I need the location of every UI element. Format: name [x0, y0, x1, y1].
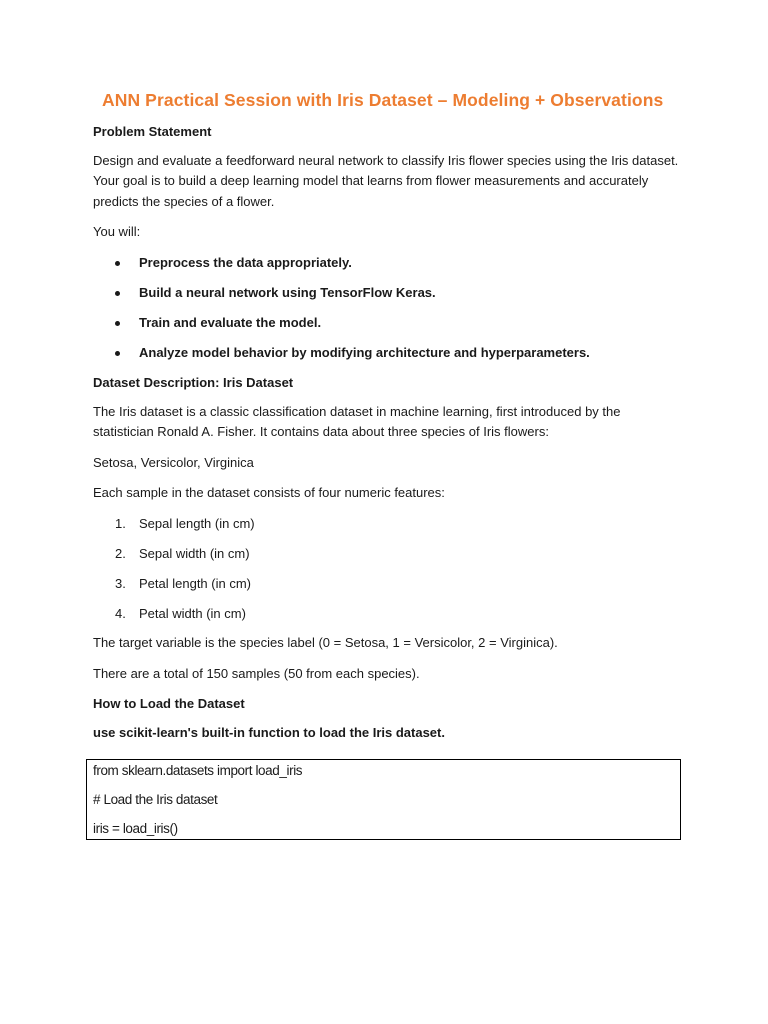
- code-block: [86, 759, 681, 840]
- problem-statement-heading: Problem Statement: [93, 124, 212, 139]
- feature-number: 4.: [115, 606, 126, 622]
- task-label: Preprocess the data appropriately.: [139, 255, 352, 271]
- features-intro: Each sample in the dataset consists of four numeric features:: [93, 485, 445, 501]
- feature-number: 3.: [115, 576, 126, 592]
- bullet-icon: [115, 351, 120, 356]
- task-label: Train and evaluate the model.: [139, 315, 322, 331]
- task-item: [93, 344, 683, 362]
- problem-statement-paragraph: Design and evaluate a feedforward neural network to classify Iris flower species using the Iris dataset. Your goal is to build a deep learning model that learns from flower measurements and accurately predicts the species of a flower.: [93, 153, 679, 209]
- dataset-paragraph: The Iris dataset is a classic classification dataset in machine learning, first introduced by the statistician Ronald A. Fisher. It contains data about three species of Iris flowers:: [93, 404, 621, 440]
- bullet-icon: [115, 261, 120, 266]
- feature-label: Petal length (in cm): [139, 576, 251, 592]
- document-page: [93, 88, 683, 742]
- bullet-icon: [115, 291, 120, 296]
- task-item: [93, 254, 683, 272]
- feature-label: Sepal length (in cm): [139, 516, 255, 532]
- dataset-heading: Dataset Description: Iris Dataset: [93, 375, 294, 391]
- sample-count: There are a total of 150 samples (50 from each species).: [93, 665, 420, 681]
- code-line-import: from sklearn.datasets import load_iris: [93, 763, 303, 778]
- task-label: Build a neural network using TensorFlow Keras.: [139, 285, 436, 301]
- bullet-icon: [115, 321, 120, 326]
- task-list: [93, 254, 683, 362]
- target-description: The target variable is the species label (0 = Setosa, 1 = Versicolor, 2 = Virginica).: [93, 635, 558, 651]
- feature-number: 1.: [115, 516, 126, 532]
- species-list: Setosa, Versicolor, Virginica: [93, 454, 254, 470]
- feature-item: [93, 605, 683, 623]
- feature-label: Petal width (in cm): [139, 606, 246, 622]
- task-item: [93, 314, 683, 332]
- task-item: [93, 284, 683, 302]
- load-instruction: use scikit-learn's built-in function to load the Iris dataset.: [93, 724, 445, 740]
- code-line-assign: iris = load_iris(): [93, 821, 178, 836]
- task-label: Analyze model behavior by modifying architecture and hyperparameters.: [139, 345, 590, 361]
- feature-item: [93, 575, 683, 593]
- feature-label: Sepal width (in cm): [139, 546, 250, 562]
- document-title: ANN Practical Session with Iris Dataset – Modeling + Observations: [102, 90, 664, 110]
- feature-number: 2.: [115, 546, 126, 562]
- load-dataset-heading: How to Load the Dataset: [93, 695, 245, 711]
- feature-item: [93, 515, 683, 533]
- feature-item: [93, 545, 683, 563]
- tasks-intro: You will:: [93, 223, 141, 239]
- feature-list: [93, 515, 683, 623]
- code-line-comment: # Load the Iris dataset: [93, 792, 218, 807]
